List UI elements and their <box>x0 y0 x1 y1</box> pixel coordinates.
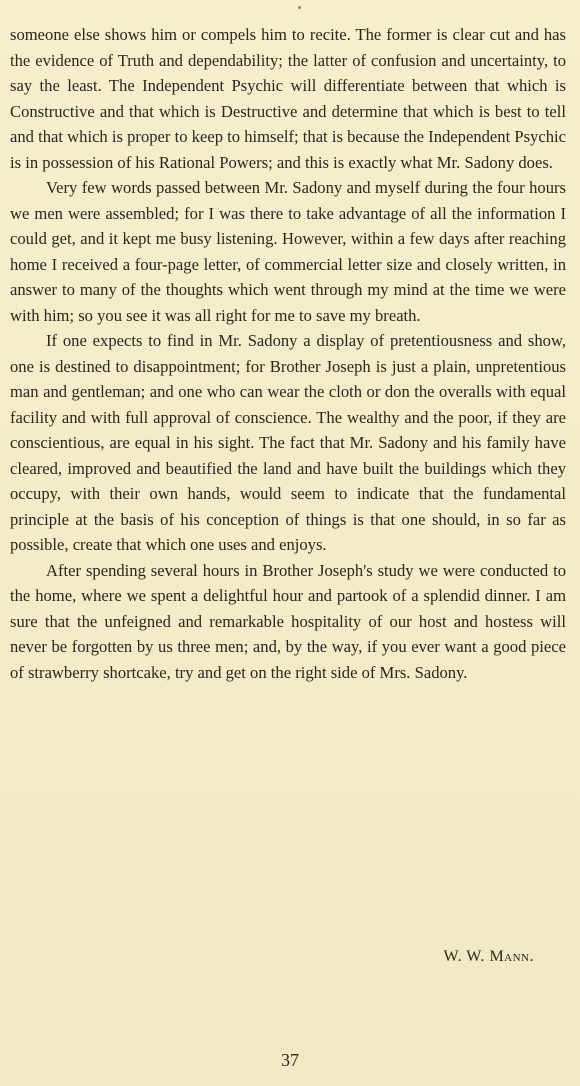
signature-initials: W. W. <box>443 948 485 965</box>
paper-speck <box>298 6 301 9</box>
author-signature <box>443 948 534 966</box>
signature-surname: Mann. <box>489 948 534 965</box>
paragraph-3: If one expects to find in Mr. Sadony a display of pretentiousness and show, one is destined to disappointment; for Brother Joseph is just a plain, unpretentious man and gentleman; and one who can wear the cloth or don the overalls with equal facility and with full approval of conscience. The wealthy and the poor, if they are conscientious, are equal in his sight. The fact that Mr. Sadony and his family have cleared, improved and beautified the land and have built the buildings which they occupy, with their own hands, would seem to indicate that the fundamental principle at the basis of his conception of things is that one should, in so far as possible, create that which one uses and enjoys. <box>10 331 566 554</box>
body-text <box>10 22 566 685</box>
paragraph-1: someone else shows him or compels him to recite. The former is clear cut and has the evidence of Truth and dependability; the latter of confusion and uncertainty, to say the least. The Independent Psychic will differentiate between that which is Constructive and that which is Destructive and determine that which is best to tell and that which is proper to keep to himself; that is because the Independent Psychic is in possession of his Rational Powers; and this is exactly what Mr. Sadony does. <box>10 25 566 172</box>
paragraph-2: Very few words passed between Mr. Sadony and myself during the four hours we men were assembled; for I was there to take advantage of all the information I could get, and it kept me busy listening. However, within a few days after reaching home I received a four-page letter, of commercial letter size and closely written, in answer to many of the thoughts which went through my mind at the time we were with him; so you see it was all right for me to save my breath. <box>10 178 566 325</box>
paragraph-4: After spending several hours in Brother Joseph's study we were conducted to the home, where we spent a delightful hour and partook of a splendid dinner. I am sure that the unfeigned and remarkable hospitality of our host and hostess will never be forgotten by us three men; and, by the way, if you ever want a good piece of strawberry shortcake, try and get on the right side of Mrs. Sadony. <box>10 560 566 682</box>
page-number: 37 <box>281 1050 299 1070</box>
